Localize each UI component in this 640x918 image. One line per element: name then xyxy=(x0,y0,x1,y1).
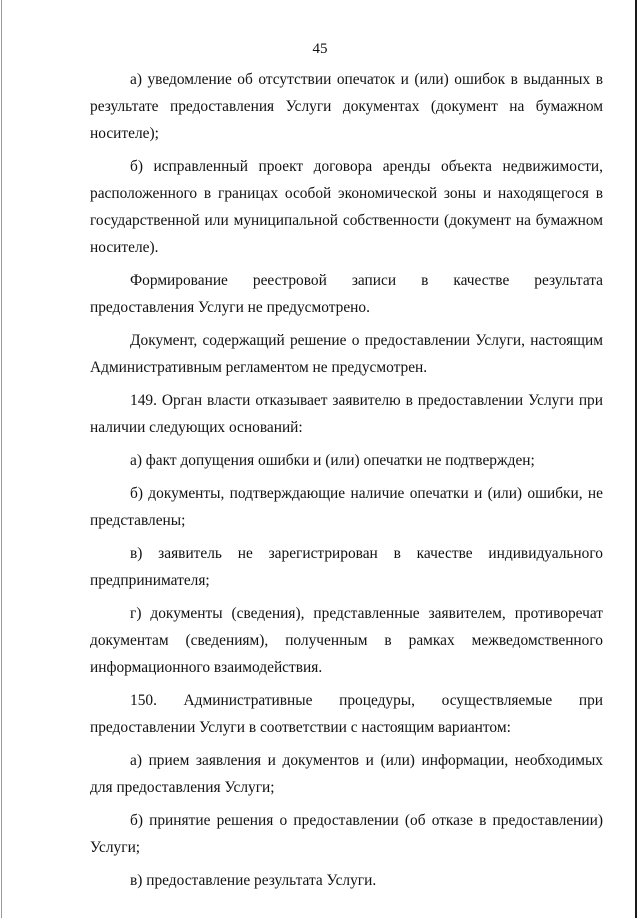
scan-right-edge xyxy=(635,0,637,918)
paragraph-149-b: б) документы, подтверждающие наличие опечатки и (или) ошибки, не представлены; xyxy=(90,485,603,529)
paragraph-149: 149. Орган власти отказывает заявителю в предоставлении Услуги при наличии следующих оснований: xyxy=(90,392,603,436)
paragraph-149-v: в) заявитель не зарегистрирован в качестве индивидуального предпринимателя; xyxy=(90,545,603,589)
paragraph-item-a-notification: а) уведомление об отсутствии опечаток и (или) ошибок в выданных в результате предоставления Услуги документах (документ на бумажном носителе); xyxy=(90,71,603,142)
paragraph-registry-record: Формирование реестровой записи в качестве результата предоставления Услуги не предусмотрено. xyxy=(90,272,603,316)
document-body xyxy=(90,66,603,900)
scan-left-edge xyxy=(1,0,2,918)
paragraph-decision-document: Документ, содержащий решение о предоставлении Услуги, настоящим Административным регламентом не предусмотрен. xyxy=(90,332,603,376)
paragraph-item-b-corrected-draft: б) исправленный проект договора аренды объекта недвижимости, расположенного в границах особой экономической зоны и находящегося в государственной или муниципальной собственности (документ на бумажном носителе). xyxy=(90,158,603,256)
paragraph-150-v: в) предоставление результата Услуги. xyxy=(130,872,377,889)
paragraph-150-a: а) прием заявления и документов и (или) информации, необходимых для предоставления Услуги; xyxy=(90,752,603,796)
page-number: 45 xyxy=(312,41,328,57)
paragraph-149-a: а) факт допущения ошибки и (или) опечатки не подтвержден; xyxy=(130,452,535,469)
paragraph-150: 150. Административные процедуры, осуществляемые при предоставлении Услуги в соответствии с настоящим вариантом: xyxy=(90,692,603,736)
paragraph-149-g: г) документы (сведения), представленные заявителем, противоречат документам (сведениям), полученным в рамках межведомственного информационного взаимодействия. xyxy=(90,605,603,676)
paragraph-150-b: б) принятие решения о предоставлении (об отказе в предоставлении) Услуги; xyxy=(90,812,603,856)
